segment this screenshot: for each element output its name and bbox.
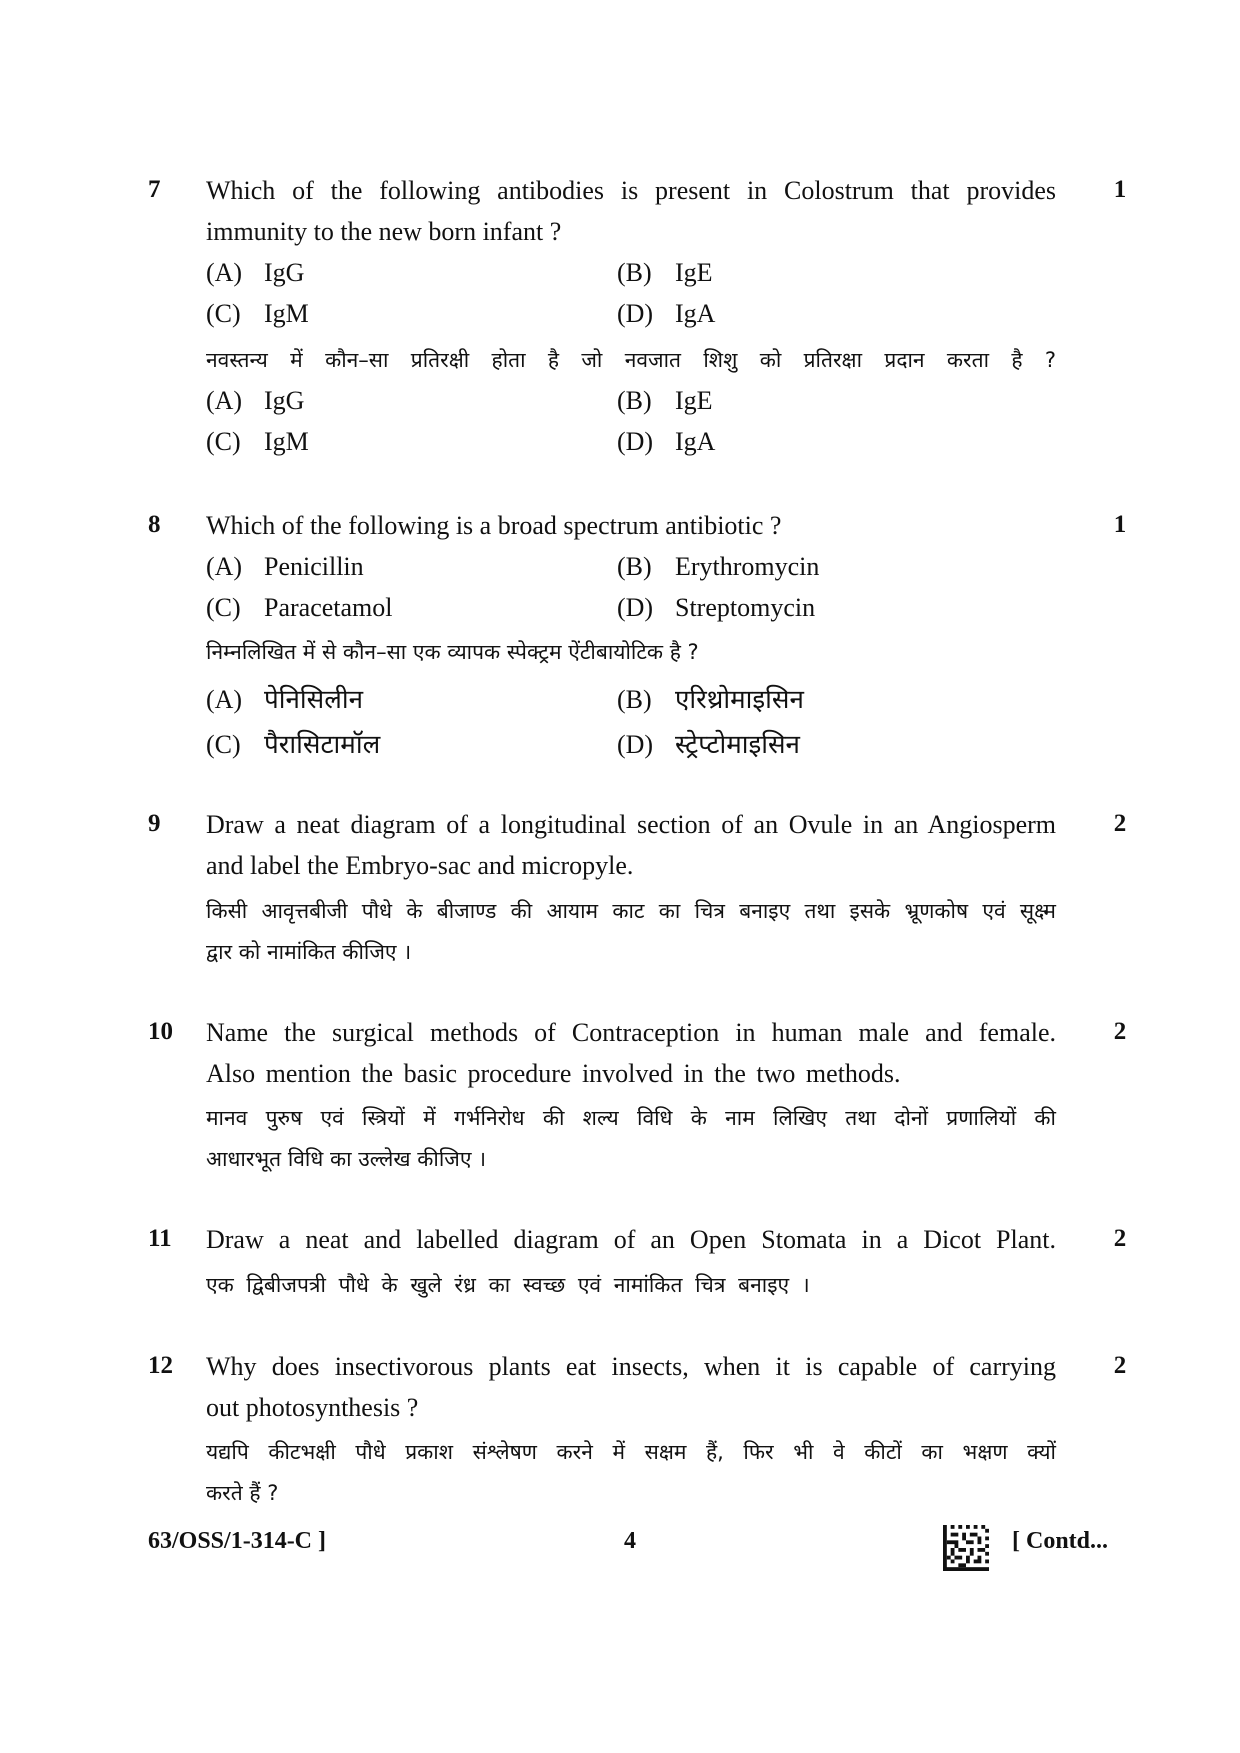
option-a: (A) IgG xyxy=(206,258,305,287)
datamatrix-code-icon xyxy=(943,1525,989,1571)
question-text-en: Also mention the basic procedure involved in the two methods. xyxy=(206,1059,901,1088)
option-b-hi: (B) एरिथ्रोमाइसिन xyxy=(617,685,804,715)
option-c-hi: (C) IgM xyxy=(206,427,309,456)
option-c: (C) IgM xyxy=(206,299,309,328)
option-d: (D) IgA xyxy=(617,299,716,328)
question-text-en: Which of the following antibodies is present in Colostrum that provides xyxy=(206,176,1056,205)
option-c-hi: (C) पैरासिटामॉल xyxy=(206,730,381,760)
question-text-en: and label the Embryo-sac and micropyle. xyxy=(206,851,634,880)
question-text-en: Draw a neat and labelled diagram of an Open Stomata in a Dicot Plant. xyxy=(206,1225,1056,1254)
option-b: (B) Erythromycin xyxy=(617,552,820,581)
paper-code: 63/OSS/1-314-C ] xyxy=(148,1528,327,1554)
question-text-en: Name the surgical methods of Contraception in human male and female. xyxy=(206,1018,1056,1047)
option-a-hi: (A) पेनिसिलीन xyxy=(206,685,364,715)
question-text-hi: नवस्तन्य में कौन–सा प्रतिरक्षी होता है जो नवजात शिशु को प्रतिरक्षा प्रदान करता है ? xyxy=(206,348,1056,372)
question-text-hi: मानव पुरुष एवं स्त्रियों में गर्भनिरोध की शल्य विधि के नाम लिखिए तथा दोनों प्रणालियों की xyxy=(206,1106,1056,1130)
question-text-en: out photosynthesis ? xyxy=(206,1393,419,1422)
option-d-hi: (D) स्ट्रेप्टोमाइसिन xyxy=(617,730,800,760)
question-text-en: immunity to the new born infant ? xyxy=(206,217,562,246)
question-text-hi: निम्नलिखित में से कौन–सा एक व्यापक स्पेक्ट्रम ऐंटीबायोटिक है ? xyxy=(206,640,699,664)
question-number: 12 xyxy=(148,1352,173,1379)
question-text-hi: करते हैं ? xyxy=(206,1481,279,1505)
question-text-en: Which of the following is a broad spectrum antibiotic ? xyxy=(206,511,782,540)
option-d: (D) Streptomycin xyxy=(617,593,816,622)
question-text-hi: आधारभूत विधि का उल्लेख कीजिए । xyxy=(206,1147,487,1171)
question-marks: 2 xyxy=(1113,1225,1127,1252)
question-number: 11 xyxy=(148,1225,172,1252)
question-number: 10 xyxy=(148,1018,173,1045)
question-text-en: Draw a neat diagram of a longitudinal section of an Ovule in an Angiosperm xyxy=(206,810,1056,839)
option-a-hi: (A) IgG xyxy=(206,386,305,415)
option-a: (A) Penicillin xyxy=(206,552,364,581)
question-number: 7 xyxy=(148,176,161,203)
question-marks: 2 xyxy=(1113,1018,1127,1045)
option-b: (B) IgE xyxy=(617,258,713,287)
question-text-hi: किसी आवृत्तबीजी पौधे के बीजाण्ड की आयाम काट का चित्र बनाइए तथा इसके भ्रूणकोष एवं सूक्ष्म xyxy=(206,899,1056,923)
option-b-hi: (B) IgE xyxy=(617,386,713,415)
question-number: 9 xyxy=(148,810,161,837)
question-marks: 1 xyxy=(1113,511,1127,538)
question-marks: 2 xyxy=(1113,810,1127,837)
continued-label: [ Contd... xyxy=(1012,1528,1109,1554)
question-text-hi: एक द्विबीजपत्री पौधे के खुले रंध्र का स्वच्छ एवं नामांकित चित्र बनाइए । xyxy=(206,1273,810,1297)
question-marks: 2 xyxy=(1113,1352,1127,1379)
question-text-en: Why does insectivorous plants eat insects, when it is capable of carrying xyxy=(206,1352,1056,1381)
question-number: 8 xyxy=(148,511,161,538)
option-c: (C) Paracetamol xyxy=(206,593,393,622)
question-text-hi: यद्यपि कीटभक्षी पौधे प्रकाश संश्लेषण करने में सक्षम हैं, फिर भी वे कीटों का भक्षण क्यों xyxy=(206,1440,1056,1464)
question-marks: 1 xyxy=(1113,176,1127,203)
page-number: 4 xyxy=(624,1528,636,1554)
option-d-hi: (D) IgA xyxy=(617,427,716,456)
question-text-hi: द्वार को नामांकित कीजिए । xyxy=(206,940,412,964)
